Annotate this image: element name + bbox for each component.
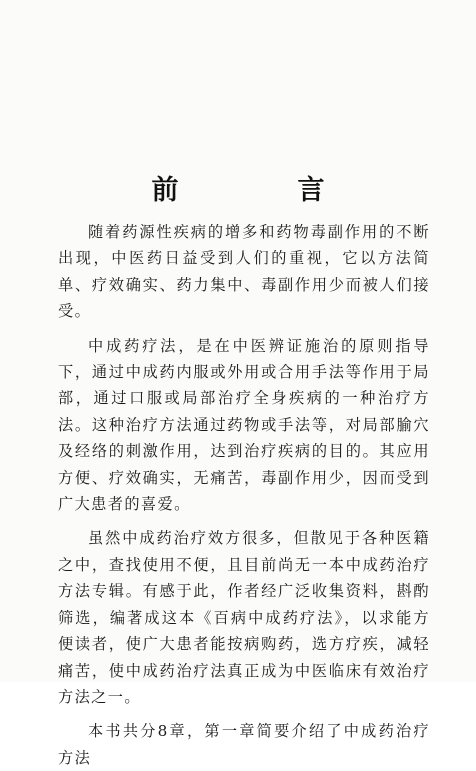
paragraph-2: 中成药疗法，是在中医辨证施治的原则指导下，通过中成药内服或外用或合用手法等作用于局部，通过口服或局部治疗全身疾病的一种治疗方法。这种治疗方法通过药物或手法等，对局部腧穴及经络的刺激作用，达到治疗疾病的目的。其应用方便、疗效确实，无痛苦，毒副作用少，因而受到广大患者的喜爱。 — [58, 336, 430, 514]
page-title: 前 言 — [151, 175, 371, 206]
preface-body — [58, 219, 430, 771]
paragraph-1: 随着药源性疾病的增多和药物毒副作用的不断出现，中医药日益受到人们的重视，它以方法简单、疗效确实、药力集中、毒副作用少而被人们接受。 — [58, 223, 430, 321]
paragraph-4: 本书共分8章，第一章简要介绍了中成药治疗方法 — [58, 722, 430, 767]
paragraph-3: 虽然中成药治疗效方很多，但散见于各种医籍之中，查找使用不便，且目前尚无一本中成药治疗方法专辑。有感于此，作者经广泛收集资料，斟酌筛选，编著成这本《百病中成药疗法》，以求能方便读者，使广大患者能按病购药，选方疗疾，减轻痛苦，使中成药治疗法真正成为中医临床有效治疗方法之一。 — [58, 529, 430, 706]
